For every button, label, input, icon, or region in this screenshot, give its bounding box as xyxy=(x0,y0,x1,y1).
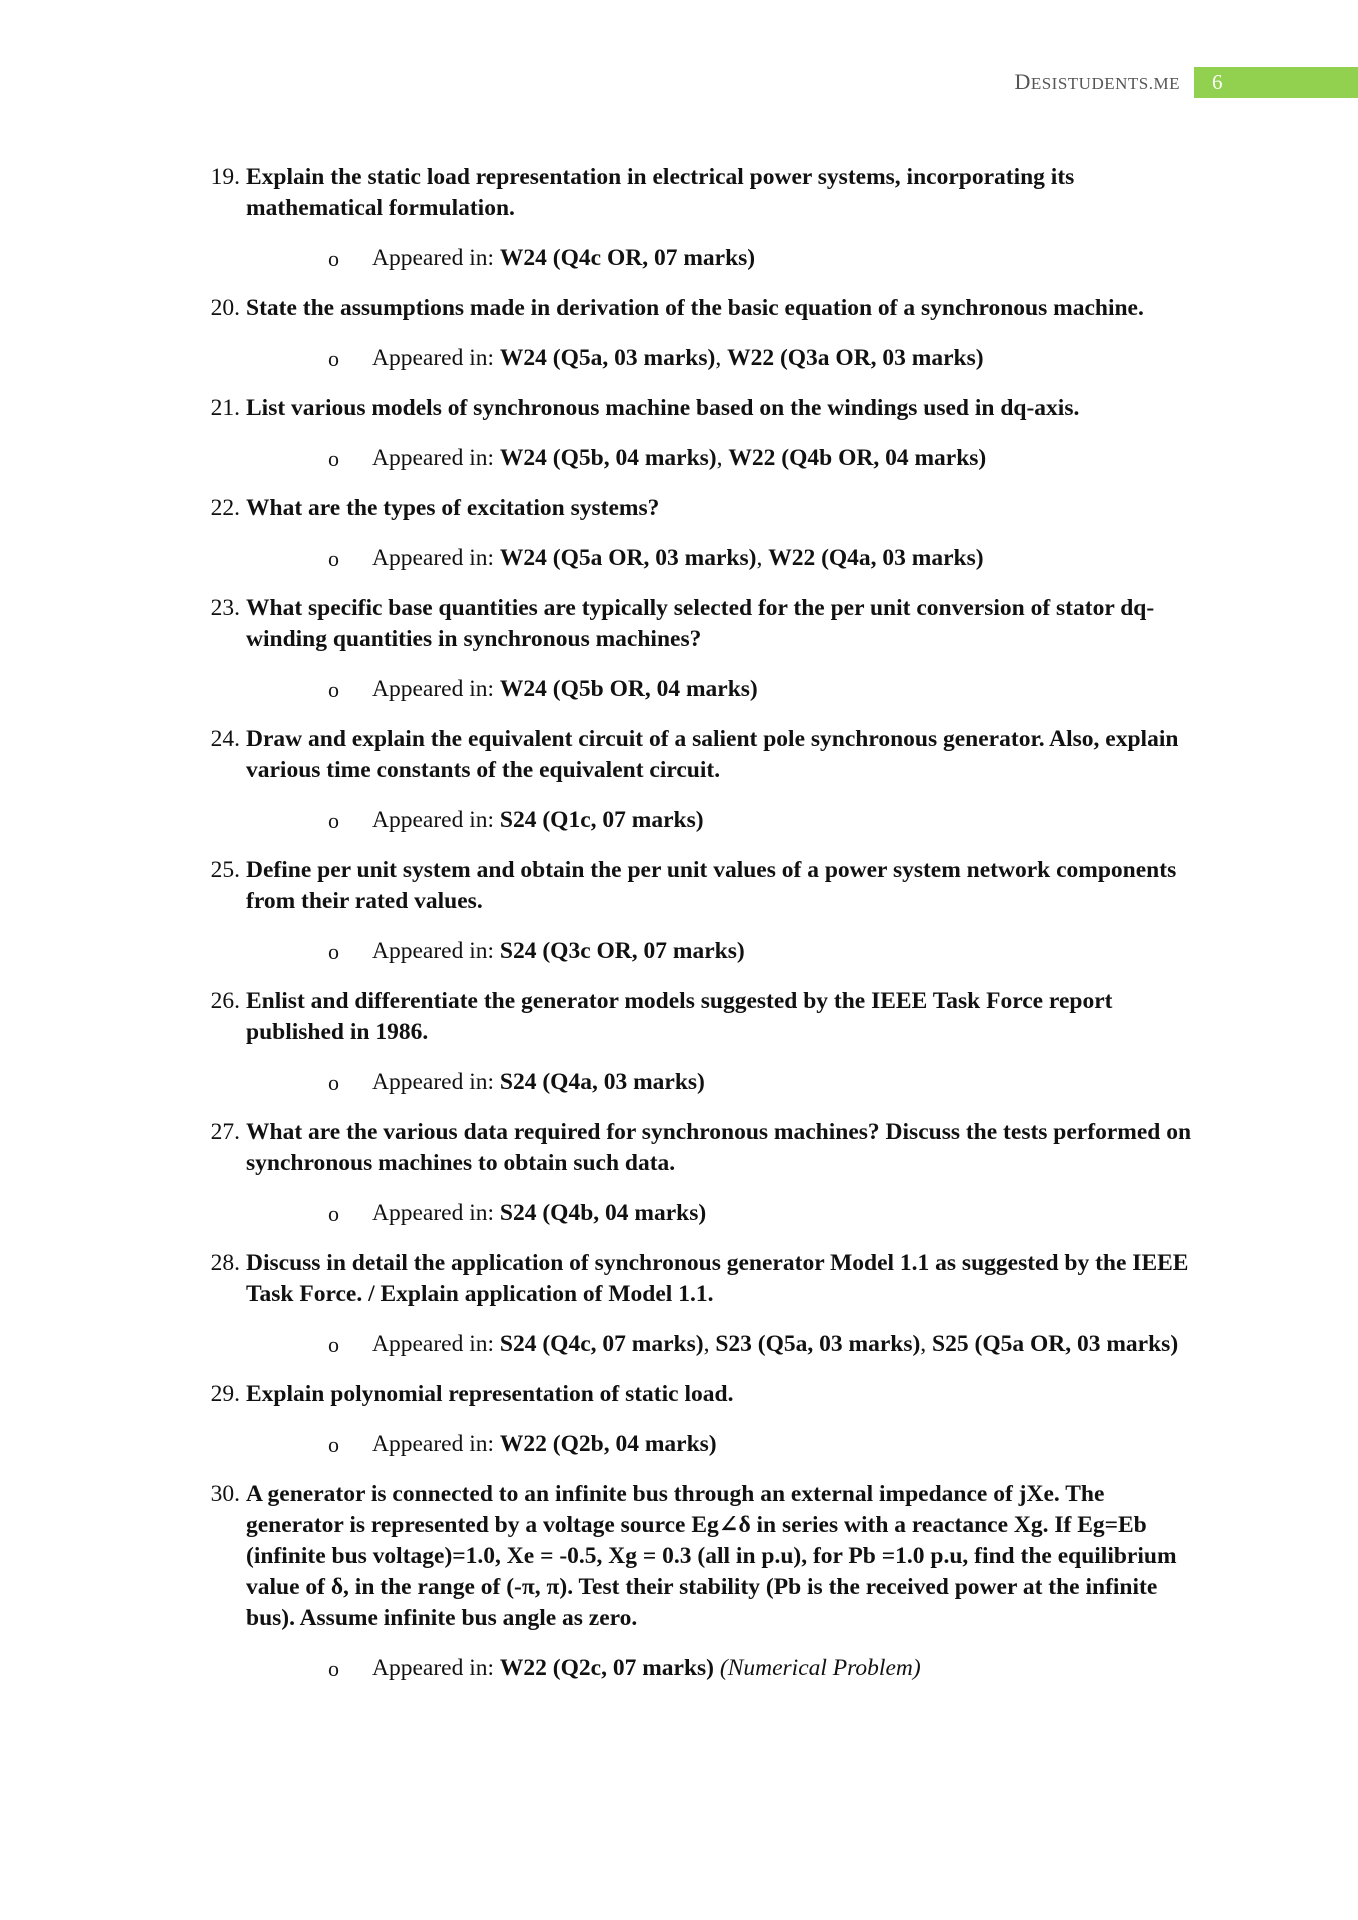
reference-separator: , xyxy=(716,445,729,471)
question-text: State the assumptions made in derivation of the basic equation of a synchronous machine. xyxy=(246,295,1144,321)
question-number: 22. xyxy=(210,495,240,521)
question-text: A generator is connected to an infinite bus through an external impedance of jXe. The generator is represented by a voltage source Eg∠δ in series with a reactance Xg. If Eg=Eb (infinite bus voltage)=1.0, Xe = -0.5, Xg = 0.3 (all in p.u), for Pb =1.0 p.u, find the equilibrium value of δ, in the range of (-π, π). Test their stability (Pb is the received power at the infinite bus). Assume infinite bus angle as zero. xyxy=(246,1481,1177,1631)
question-item xyxy=(200,1117,1200,1229)
bullet-icon: o xyxy=(328,446,339,471)
question-item xyxy=(200,162,1200,274)
question-number: 30. xyxy=(210,1481,240,1507)
question-text: What specific base quantities are typically selected for the per unit conversion of stator dq-winding quantities in synchronous machines? xyxy=(246,595,1155,652)
exam-reference: W22 (Q4b OR, 04 marks) xyxy=(728,445,987,471)
question-number: 21. xyxy=(210,395,240,421)
exam-reference: W24 (Q5b OR, 04 marks) xyxy=(499,676,758,702)
appeared-in-line xyxy=(246,443,1200,474)
question-text: List various models of synchronous machine based on the windings used in dq-axis. xyxy=(246,395,1080,421)
appeared-in-line xyxy=(246,243,1200,274)
exam-reference: S23 (Q5a, 03 marks) xyxy=(715,1331,921,1357)
bullet-icon: o xyxy=(328,246,339,271)
question-list xyxy=(200,162,1200,1703)
question-number: 27. xyxy=(210,1119,240,1145)
page-header xyxy=(1014,66,1358,98)
exam-reference: S24 (Q1c, 07 marks) xyxy=(499,807,704,833)
appeared-in-label: Appeared in: xyxy=(372,807,500,833)
question-item xyxy=(200,1479,1200,1684)
site-name-initial: D xyxy=(1014,69,1031,94)
question-text: Draw and explain the equivalent circuit of a salient pole synchronous generator. Also, explain various time constants of the equivalent circuit. xyxy=(246,726,1179,783)
question-number: 24. xyxy=(210,726,240,752)
appeared-in-label: Appeared in: xyxy=(372,1655,500,1681)
question-text: Discuss in detail the application of synchronous generator Model 1.1 as suggested by the IEEE Task Force. / Explain application of Model 1.1. xyxy=(246,1250,1189,1307)
reference-separator: , xyxy=(703,1331,716,1357)
question-item xyxy=(200,293,1200,374)
page-number: 6 xyxy=(1212,69,1223,94)
exam-reference: S25 (Q5a OR, 03 marks) xyxy=(932,1331,1179,1357)
bullet-icon: o xyxy=(328,346,339,371)
appeared-in-label: Appeared in: xyxy=(372,445,500,471)
question-item xyxy=(200,855,1200,967)
exam-reference: S24 (Q4b, 04 marks) xyxy=(499,1200,707,1226)
appeared-in-label: Appeared in: xyxy=(372,545,500,571)
question-note: (Numerical Problem) xyxy=(714,1655,921,1681)
exam-reference: W24 (Q5b, 04 marks) xyxy=(499,445,717,471)
appeared-in-label: Appeared in: xyxy=(372,938,500,964)
exam-reference: W22 (Q4a, 03 marks) xyxy=(768,545,984,571)
appeared-in-line xyxy=(246,543,1200,574)
site-name-rest: ESISTUDENTS.ME xyxy=(1030,74,1180,93)
exam-reference: S24 (Q4a, 03 marks) xyxy=(499,1069,705,1095)
appeared-in-line xyxy=(246,1067,1200,1098)
question-number: 19. xyxy=(210,164,240,190)
bullet-icon: o xyxy=(328,1432,339,1457)
question-item xyxy=(200,724,1200,836)
appeared-in-line xyxy=(246,1653,1200,1684)
question-text: Explain polynomial representation of static load. xyxy=(246,1381,734,1407)
bullet-icon: o xyxy=(328,1201,339,1226)
bullet-icon: o xyxy=(328,1332,339,1357)
question-item xyxy=(200,593,1200,705)
reference-separator: , xyxy=(756,545,769,571)
appeared-in-label: Appeared in: xyxy=(372,1331,500,1357)
appeared-in-line xyxy=(246,936,1200,967)
reference-separator: , xyxy=(920,1331,933,1357)
exam-reference: W22 (Q2c, 07 marks) xyxy=(499,1655,714,1681)
appeared-in-line xyxy=(246,343,1200,374)
question-text: What are the types of excitation systems? xyxy=(246,495,660,521)
question-item xyxy=(200,986,1200,1098)
appeared-in-label: Appeared in: xyxy=(372,676,500,702)
bullet-icon: o xyxy=(328,939,339,964)
appeared-in-line xyxy=(246,805,1200,836)
appeared-in-line xyxy=(246,1429,1200,1460)
page-number-box xyxy=(1194,67,1358,98)
exam-reference: W22 (Q3a OR, 03 marks) xyxy=(727,345,984,371)
exam-reference: W24 (Q5a OR, 03 marks) xyxy=(499,545,757,571)
question-text: Enlist and differentiate the generator models suggested by the IEEE Task Force report published in 1986. xyxy=(246,988,1113,1045)
question-text: What are the various data required for synchronous machines? Discuss the tests performed on synchronous machines to obtain such data. xyxy=(246,1119,1192,1176)
appeared-in-line xyxy=(246,1329,1200,1360)
exam-reference: W24 (Q4c OR, 07 marks) xyxy=(499,245,756,271)
question-number: 28. xyxy=(210,1250,240,1276)
appeared-in-label: Appeared in: xyxy=(372,245,500,271)
question-text: Explain the static load representation in electrical power systems, incorporating its mathematical formulation. xyxy=(246,164,1075,221)
appeared-in-label: Appeared in: xyxy=(372,1200,500,1226)
appeared-in-line xyxy=(246,674,1200,705)
bullet-icon: o xyxy=(328,546,339,571)
appeared-in-line xyxy=(246,1198,1200,1229)
exam-reference: W22 (Q2b, 04 marks) xyxy=(499,1431,717,1457)
question-number: 20. xyxy=(210,295,240,321)
question-number: 23. xyxy=(210,595,240,621)
question-number: 26. xyxy=(210,988,240,1014)
exam-reference: S24 (Q3c OR, 07 marks) xyxy=(499,938,745,964)
site-name[interactable] xyxy=(1014,69,1180,95)
question-text: Define per unit system and obtain the per unit values of a power system network components from their rated values. xyxy=(246,857,1177,914)
question-item xyxy=(200,1379,1200,1460)
exam-reference: W24 (Q5a, 03 marks) xyxy=(499,345,716,371)
question-number: 25. xyxy=(210,857,240,883)
bullet-icon: o xyxy=(328,1656,339,1681)
bullet-icon: o xyxy=(328,808,339,833)
question-item xyxy=(200,493,1200,574)
reference-separator: , xyxy=(715,345,728,371)
bullet-icon: o xyxy=(328,1070,339,1095)
appeared-in-label: Appeared in: xyxy=(372,345,500,371)
appeared-in-label: Appeared in: xyxy=(372,1431,500,1457)
exam-reference: S24 (Q4c, 07 marks) xyxy=(499,1331,704,1357)
question-item xyxy=(200,393,1200,474)
question-item xyxy=(200,1248,1200,1360)
bullet-icon: o xyxy=(328,677,339,702)
question-number: 29. xyxy=(210,1381,240,1407)
appeared-in-label: Appeared in: xyxy=(372,1069,500,1095)
